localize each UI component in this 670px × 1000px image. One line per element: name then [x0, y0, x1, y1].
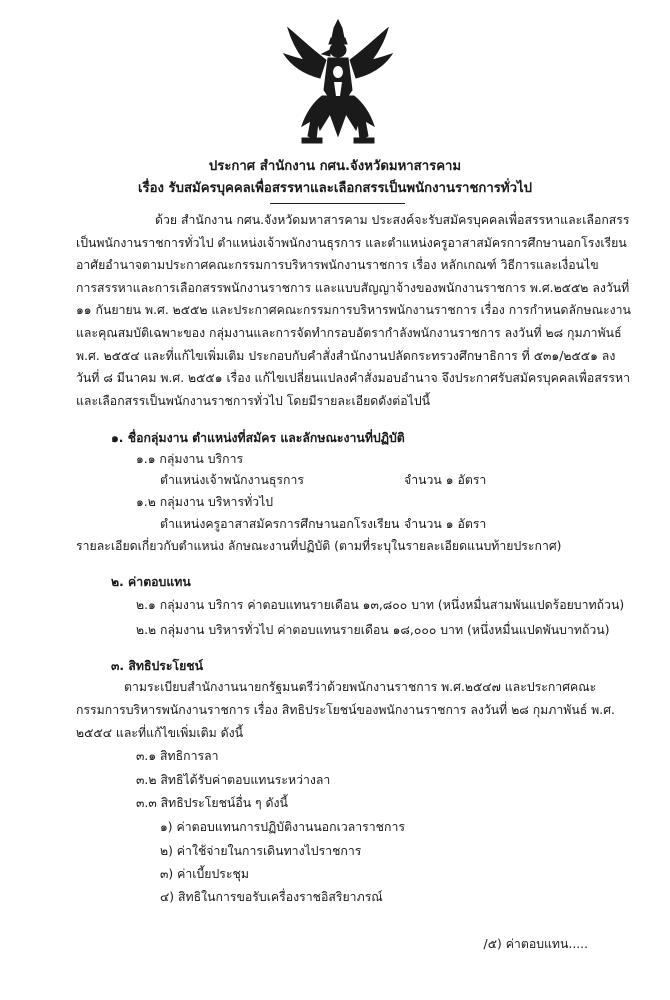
continuation-note: /๕) ค่าตอบแทน..... [483, 937, 588, 951]
intro-line: วันที่ ๘ มีนาคม พ.ศ. ๒๕๕๑ เรื่อง แก้ไขเปลี่ยนแปลงคำสั่งมอบอำนาจ จึงประกาศรับสมัครบุคคลเพื่อสรรหา [76, 371, 631, 386]
section1-item2-position: ตำแหน่งครูอาสาสมัครการศึกษานอกโรงเรียน [160, 517, 400, 531]
intro-line: ด้วย สำนักงาน กศน.จังหวัดมหาสารคาม ประสงค์จะรับสมัครบุคคลเพื่อสรรหาและเลือกสรร [155, 213, 630, 227]
intro-line: อาศัยอำนาจตามประกาศคณะกรรมการบริหารพนักงานราชการ เรื่อง หลักเกณฑ์ วิธีการและเงื่อนไข [76, 258, 599, 273]
section2-heading: ๒. ค่าตอบแทน [111, 575, 191, 589]
section1-item2-group: ๑.๒ กลุ่มงาน บริหารทั่วไป [136, 495, 274, 509]
section3-sub2: ๓.๒ สิทธิได้รับค่าตอบแทนระหว่างลา [136, 773, 331, 787]
section3-sub1: ๓.๑ สิทธิการลา [136, 749, 219, 763]
benefit-item: ๓) ค่าเบี้ยประชุม [160, 867, 249, 881]
intro-line: ๑๑ กันยายน พ.ศ. ๒๕๕๒ และประกาศคณะกรรมการบริหารพนักงานราชการ เรื่อง การกำหนดลักษณะงาน [76, 303, 631, 318]
section3-line: ตามระเบียบสำนักงานนายกรัฐมนตรีว่าด้วยพนักงานราชการ พ.ศ.๒๕๔๗ และประกาศคณะ [124, 680, 597, 694]
intro-line: พ.ศ. ๒๕๕๔ และที่แก้ไขเพิ่มเติม ประกอบกับคำสั่งสำนักงานปลัดกระทรวงศึกษาธิการ ที่ ๕๓๑/๒๕๕๑ ลง [76, 348, 616, 363]
intro-line: การสรรหาและการเลือกสรรพนักงานราชการ และแบบสัญญาจ้างของพนักงานราชการ พ.ศ.๒๕๕๒ ลงวันที่ [76, 280, 630, 295]
section3-paragraph [76, 676, 615, 744]
section3-line: ๒๕๕๔ และที่แก้ไขเพิ่มเติม ดังนี้ [76, 725, 244, 740]
intro-line: และคุณสมบัติเฉพาะของ กลุ่มงานและการจัดทำกรอบอัตรากำลังพนักงานราชการ ลงวันที่ ๒๘ กุมภาพันธ์ [76, 325, 622, 340]
section1-item1-group: ๑.๑ กลุ่มงาน บริการ [136, 452, 244, 466]
benefit-item: ๒) ค่าใช้จ่ายในการเดินทางไปราชการ [160, 844, 362, 858]
section3-line: กรรมการบริหารพนักงานราชการ เรื่อง สิทธิประโยชน์ของพนักงานราชการ ลงวันที่ ๒๘ กุมภาพันธ์ พ.ศ. [76, 702, 615, 717]
section1-item2-count: จำนวน ๑ อัตรา [404, 517, 487, 531]
section3-sub3: ๓.๓ สิทธิประโยชน์อื่น ๆ ดังนี้ [136, 796, 288, 810]
announcement-title: ประกาศ สำนักงาน กศน.จังหวัดมหาสารคาม [208, 159, 462, 174]
section3-heading: ๓. สิทธิประโยชน์ [111, 659, 204, 673]
section2-item1: ๒.๑ กลุ่มงาน บริการ ค่าตอบแทนรายเดือน ๑๓,๘๐๐ บาท (หนึ่งหมื่นสามพันแปดร้อยบาทถ้วน) [136, 598, 625, 612]
intro-paragraph [76, 209, 631, 412]
section2-item2: ๒.๒ กลุ่มงาน บริหารทั่วไป ค่าตอบแทนรายเดือน ๑๘,๐๐๐ บาท (หนึ่งหมื่นแปดพันบาทถ้วน) [136, 623, 610, 637]
title-divider [270, 203, 405, 204]
benefit-item: ๔) สิทธิในการขอรับเครื่องราชอิสริยาภรณ์ [160, 890, 383, 904]
benefit-item: ๑) ค่าตอบแทนการปฏิบัติงานนอกเวลาราชการ [160, 820, 405, 834]
intro-line: เป็นพนักงานราชการทั่วไป ตำแหน่งเจ้าพนักงานธุรการ และตำแหน่งครูอาสาสมัครการศึกษานอกโรงเรียน [76, 235, 627, 250]
garuda-emblem-icon [282, 18, 394, 146]
section1-details: รายละเอียดเกี่ยวกับตำแหน่ง ลักษณะงานที่ปฏิบัติ (ตามที่ระบุในรายละเอียดแนบท้ายประกาศ) [76, 539, 562, 553]
section1-item1-position: ตำแหน่งเจ้าพนักงานธุรการ [160, 473, 304, 487]
section1-item1-count: จำนวน ๑ อัตรา [404, 473, 487, 487]
announcement-subject: เรื่อง รับสมัครบุคคลเพื่อสรรหาและเลือกสรรเป็นพนักงานราชการทั่วไป [137, 181, 532, 196]
section1-heading: ๑. ชื่อกลุ่มงาน ตำแหน่งที่สมัคร และลักษณะงานที่ปฏิบัติ [111, 431, 405, 445]
intro-line: และเลือกสรรเป็นพนักงานราชการทั่วไป โดยมีรายละเอียดดังต่อไปนี้ [76, 393, 431, 408]
